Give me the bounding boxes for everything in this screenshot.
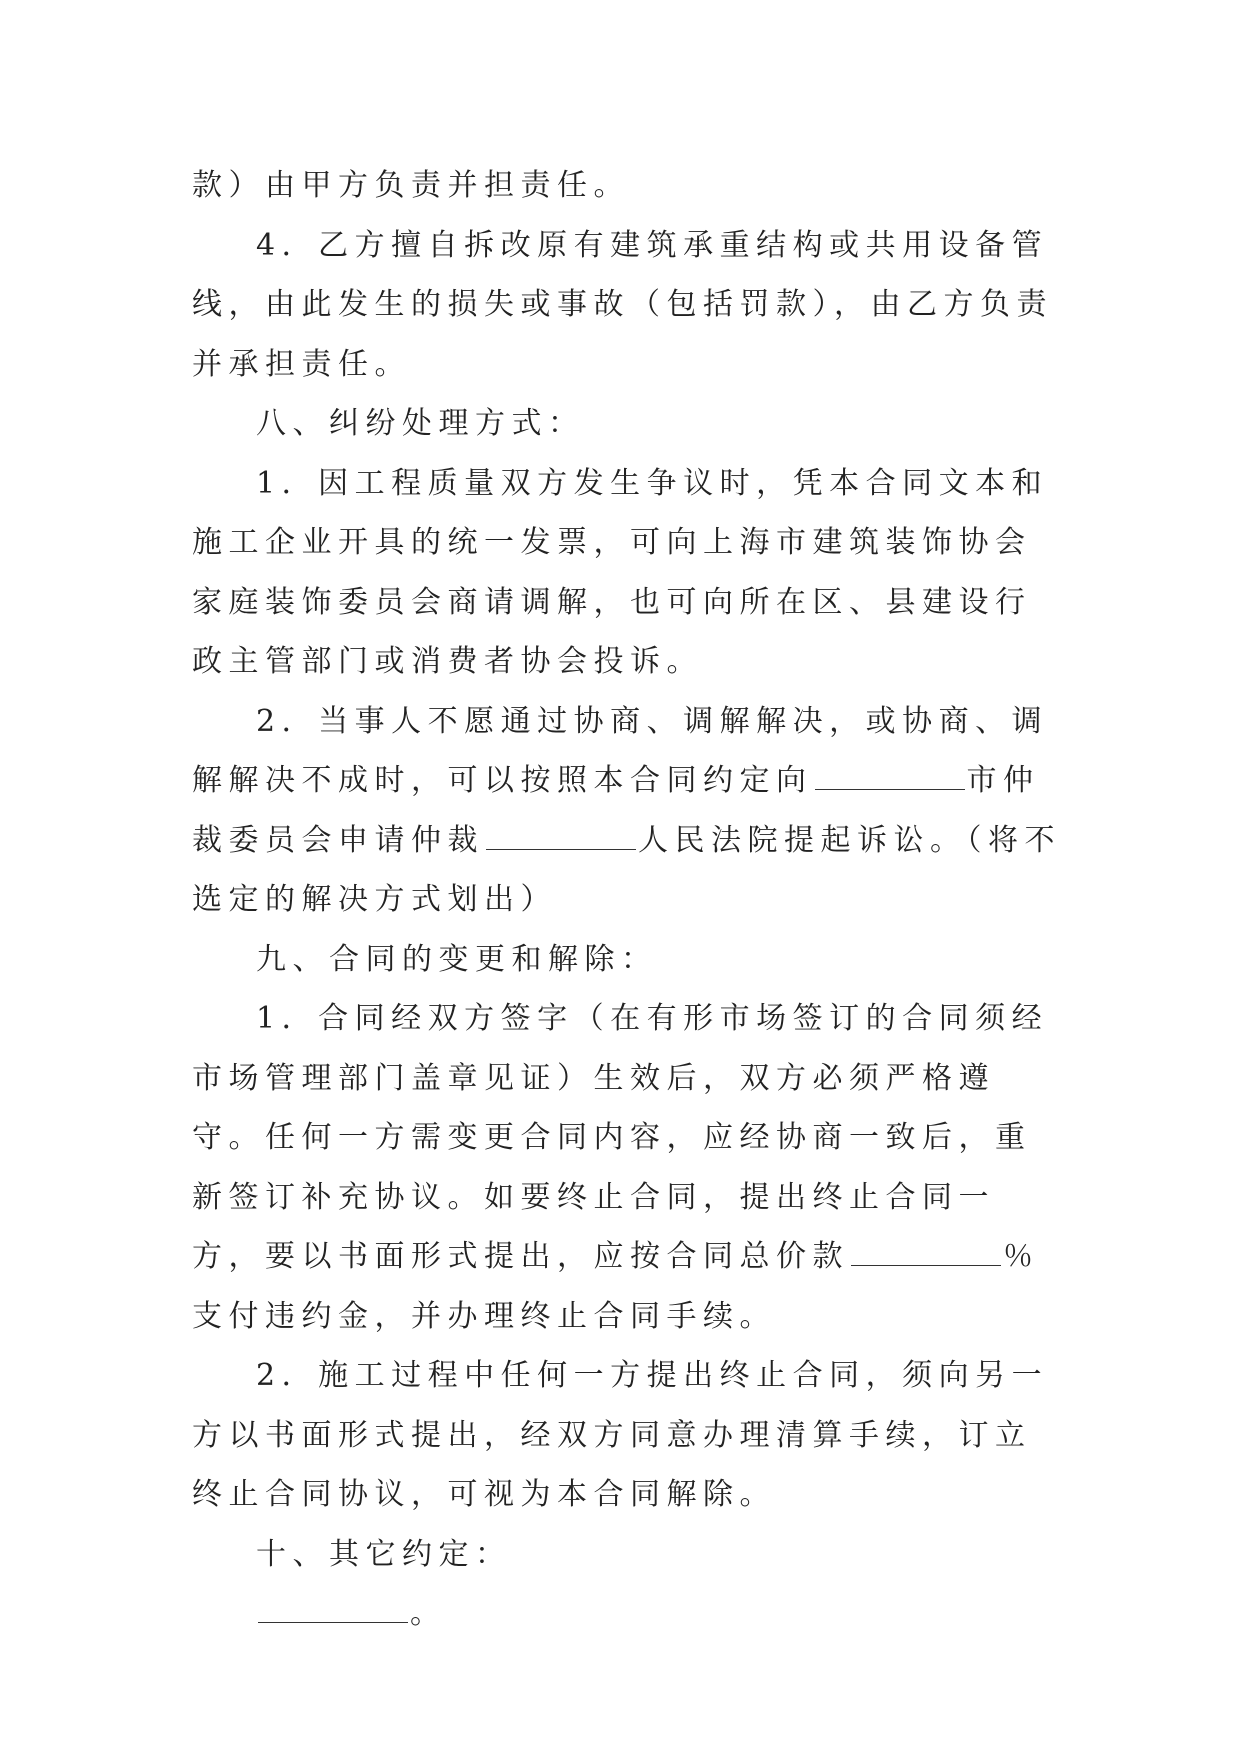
arbitration-city-blank [815, 767, 965, 790]
court-name-blank [486, 827, 636, 850]
section-heading-dispute-resolution: 八、纠纷处理方式： [256, 406, 585, 441]
arbitration-text-part1: 2．当事人不愿通过协商、调解解决，或协商、调解解决不成时，可以按照本合同约定向 [192, 703, 1049, 798]
contract-body [192, 156, 1062, 1644]
contract-effect-text-part1: 1．合同经双方签字（在有形市场签订的合同须经市场管理部门盖章见证）生效后，双方必须严格遵守。任何一方需变更合同内容，应经协商一致后，重新签订补充协议。如要终止合同，提出终止合同一方，要以书面形式提出，应按合同总价款 [192, 1001, 1049, 1274]
arbitration-text-part2: 市仲裁委员会申请仲裁 [192, 763, 1040, 858]
other-terms-blank [258, 1600, 408, 1623]
paragraph-clause-4-structure-alteration: 4．乙方擅自拆改原有建筑承重结构或共用设备管线，由此发生的损失或事故（包括罚款），由乙方负责并承担责任。 [192, 227, 1053, 382]
penalty-percent-blank [851, 1243, 1001, 1266]
contract-effect-text-part2: ％支付违约金，并办理终止合同手续。 [192, 1239, 1040, 1334]
section-heading-other-terms: 十、其它约定： [256, 1536, 512, 1572]
other-terms-period: 。 [410, 1596, 447, 1631]
paragraph-other-terms-blank [192, 1584, 1062, 1644]
paragraph-clause-1-contract-effect [192, 989, 1062, 1346]
section-heading-contract-change: 九、合同的变更和解除： [256, 941, 658, 977]
paragraph-clause-1-quality-dispute: 1．因工程质量双方发生争议时，凭本合同文本和施工企业开具的统一发票，可向上海市建筑装饰协会家庭装饰委员会商请调解，也可向所在区、县建设行政主管部门或消费者协会投诉。 [192, 465, 1049, 679]
paragraph-clause-2-arbitration [192, 692, 1062, 930]
arbitration-text-part3: 人民法院提起诉讼。（将不选定的解决方式划出） [192, 822, 1061, 917]
paragraph-clause-2-termination: 2．施工过程中任何一方提出终止合同，须向另一方以书面形式提出，经双方同意办理清算手续，订立终止合同协议，可视为本合同解除。 [192, 1358, 1049, 1512]
paragraph-liability-tail: 款）由甲方负责并担责任。 [192, 168, 630, 203]
